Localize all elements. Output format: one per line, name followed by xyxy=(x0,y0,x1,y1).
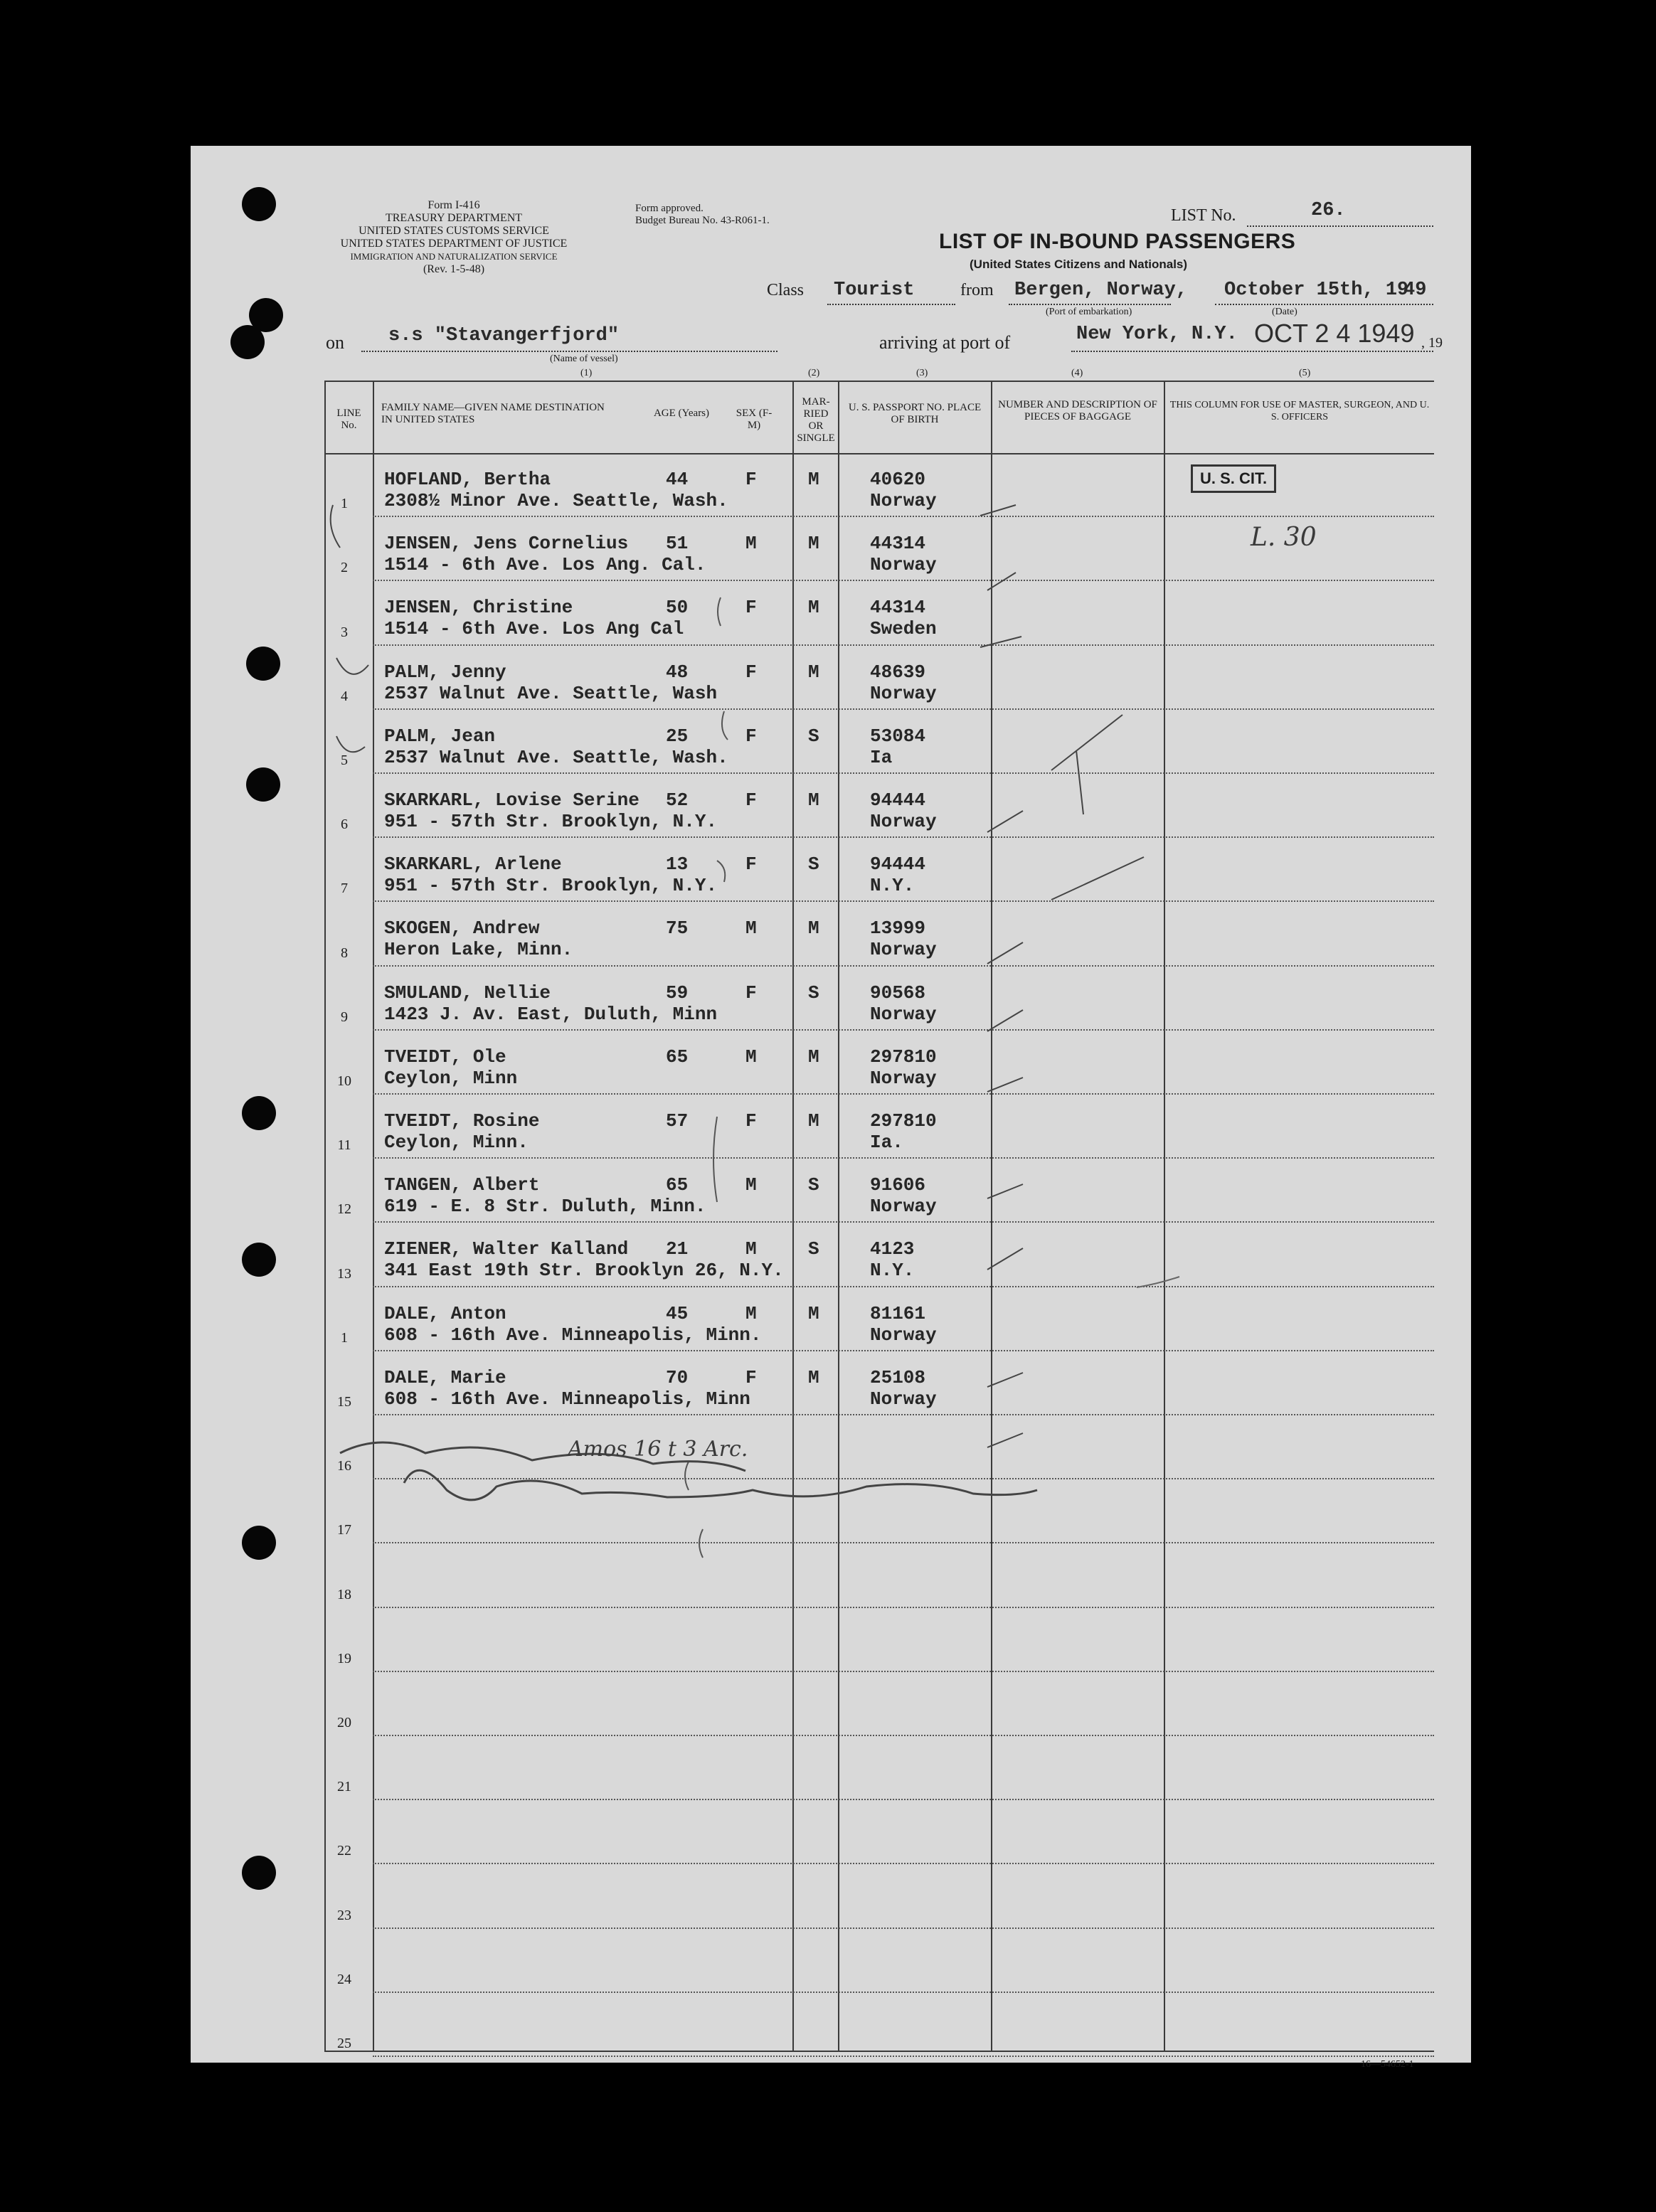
col-num-3: (3) xyxy=(916,368,928,378)
passport-number: 297810 xyxy=(870,1046,937,1068)
age: 21 xyxy=(666,1238,689,1260)
marital-status: M xyxy=(808,1110,819,1132)
age: 59 xyxy=(666,982,689,1004)
line-number: 3 xyxy=(341,624,348,640)
header-age: AGE (Years) xyxy=(653,408,710,419)
place-of-birth: Sweden xyxy=(870,618,937,640)
arriving-label: arriving at port of xyxy=(879,332,1011,353)
sex: M xyxy=(745,1238,757,1260)
us-citizen-stamp: U. S. CIT. xyxy=(1191,464,1276,493)
port-caption: (Port of embarkation) xyxy=(1046,307,1132,317)
revision: (Rev. 1-5-48) xyxy=(423,263,485,275)
sex: M xyxy=(745,918,757,940)
budget-bureau: Budget Bureau No. 43-R061-1. xyxy=(635,215,770,226)
sex: M xyxy=(745,1302,757,1324)
destination: 608 - 16th Ave. Minneapolis, Minn xyxy=(384,1388,750,1410)
ins-service: IMMIGRATION AND NATURALIZATION SERVICE xyxy=(350,251,558,262)
justice-dept: UNITED STATES DEPARTMENT OF JUSTICE xyxy=(340,238,568,250)
passenger-name: TVEIDT, Ole xyxy=(384,1046,506,1068)
passport-number: 25108 xyxy=(870,1366,926,1388)
age: 75 xyxy=(666,918,689,940)
sex: F xyxy=(745,789,757,811)
place-of-birth: Norway xyxy=(870,1324,937,1346)
place-of-birth: Norway xyxy=(870,682,937,704)
handwritten-marks xyxy=(191,146,1471,2063)
place-of-birth: Norway xyxy=(870,1388,937,1410)
passport-number: 91606 xyxy=(870,1174,926,1196)
line-number: 2 xyxy=(341,560,348,576)
marital-status: M xyxy=(808,597,819,619)
destination: 951 - 57th Str. Brooklyn, N.Y. xyxy=(384,811,718,832)
list-no-label: LIST No. xyxy=(1171,206,1236,225)
marital-status: M xyxy=(808,1366,819,1388)
destination: 1514 - 6th Ave. Los Ang. Cal. xyxy=(384,554,706,576)
passenger-name: DALE, Anton xyxy=(384,1302,506,1324)
approval-text: Form approved. xyxy=(635,203,704,214)
age: 48 xyxy=(666,661,689,683)
destination: 2308½ Minor Ave. Seattle, Wash. xyxy=(384,490,728,511)
departure-date: October 15th, 19 xyxy=(1224,280,1409,301)
age: 51 xyxy=(666,533,689,555)
sex: M xyxy=(745,533,757,555)
sex: M xyxy=(745,1174,757,1196)
passenger-name: JENSEN, Christine xyxy=(384,597,573,619)
marital-status: S xyxy=(808,982,819,1004)
marital-status: S xyxy=(808,854,819,876)
marital-status: M xyxy=(808,789,819,811)
marital-status: M xyxy=(808,533,819,555)
place-of-birth: Norway xyxy=(870,1003,937,1025)
passport-number: 53084 xyxy=(870,725,926,747)
sex: F xyxy=(745,1110,757,1132)
header-name: FAMILY NAME—GIVEN NAME DESTINATION IN UNITED STATES xyxy=(381,402,605,425)
age: 52 xyxy=(666,789,689,811)
line-number: 18 xyxy=(337,1586,351,1602)
passport-number: 48639 xyxy=(870,661,926,683)
passport-number: 90568 xyxy=(870,982,926,1004)
line-number: 12 xyxy=(337,1201,351,1218)
destination: 608 - 16th Ave. Minneapolis, Minn. xyxy=(384,1324,762,1346)
header-passport: U. S. PASSPORT NO. PLACE OF BIRTH xyxy=(848,402,982,425)
form-number: Form I-416 xyxy=(428,199,480,211)
place-of-birth: N.Y. xyxy=(870,1260,915,1282)
vessel-name: s.s "Stavangerfjord" xyxy=(388,325,620,346)
from-label: from xyxy=(960,281,994,299)
passenger-name: ZIENER, Walter Kalland xyxy=(384,1238,629,1260)
passport-number: 44314 xyxy=(870,533,926,555)
age: 45 xyxy=(666,1302,689,1324)
sex: F xyxy=(745,725,757,747)
sex: F xyxy=(745,661,757,683)
line-number: 1 xyxy=(341,1329,348,1346)
destination: 1514 - 6th Ave. Los Ang Cal xyxy=(384,618,684,640)
passport-number: 94444 xyxy=(870,789,926,811)
passport-number: 94444 xyxy=(870,854,926,876)
age: 13 xyxy=(666,854,689,876)
col-num-1: (1) xyxy=(580,368,593,378)
passport-number: 40620 xyxy=(870,469,926,490)
departure-year: 49 xyxy=(1403,280,1427,301)
place-of-birth: Norway xyxy=(870,1067,937,1089)
col-num-4: (4) xyxy=(1071,368,1083,378)
line-number: 21 xyxy=(337,1779,351,1795)
passenger-name: TANGEN, Albert xyxy=(384,1174,540,1196)
passport-number: 81161 xyxy=(870,1302,926,1324)
list-no-value: 26. xyxy=(1311,200,1346,221)
passenger-name: JENSEN, Jens Cornelius xyxy=(384,533,629,555)
arrival-date-stamp: OCT 2 4 1949 xyxy=(1254,319,1415,348)
marital-status: M xyxy=(808,918,819,940)
line-number: 23 xyxy=(337,1907,351,1923)
handwritten-note: Amos 16 t 3 Arc. xyxy=(568,1437,748,1462)
marital-status: M xyxy=(808,1302,819,1324)
marital-status: S xyxy=(808,725,819,747)
line-number: 24 xyxy=(337,1971,351,1987)
age: 65 xyxy=(666,1046,689,1068)
place-of-birth: Norway xyxy=(870,1196,937,1218)
arrival-suffix: , 19 xyxy=(1421,335,1443,351)
marital-status: S xyxy=(808,1174,819,1196)
col-num-2: (2) xyxy=(808,368,820,378)
class-label: Class xyxy=(767,281,805,299)
customs-service: UNITED STATES CUSTOMS SERVICE xyxy=(359,225,549,237)
header-officers: THIS COLUMN FOR USE OF MASTER, SURGEON, AND U. S. OFFICERS xyxy=(1169,400,1430,422)
class-value: Tourist xyxy=(834,280,915,301)
passport-number: 44314 xyxy=(870,597,926,619)
age: 65 xyxy=(666,1174,689,1196)
line-number: 4 xyxy=(341,688,348,704)
line-number: 17 xyxy=(337,1522,351,1538)
line-number: 20 xyxy=(337,1714,351,1730)
treasury-dept: TREASURY DEPARTMENT xyxy=(385,212,523,224)
destination: 951 - 57th Str. Brooklyn, N.Y. xyxy=(384,875,718,897)
passenger-name: PALM, Jean xyxy=(384,725,496,747)
line-number: 16 xyxy=(337,1458,351,1474)
destination: 619 - E. 8 Str. Duluth, Minn. xyxy=(384,1196,706,1218)
form-subtitle: (United States Citizens and Nationals) xyxy=(970,257,1188,271)
line-number: 19 xyxy=(337,1650,351,1666)
date-caption: (Date) xyxy=(1272,307,1297,317)
sex: F xyxy=(745,1366,757,1388)
place-of-birth: Ia xyxy=(870,746,893,768)
passenger-name: TVEIDT, Rosine xyxy=(384,1110,540,1132)
line-number: 22 xyxy=(337,1843,351,1859)
sex: F xyxy=(745,597,757,619)
sex: F xyxy=(745,982,757,1004)
officer-note: L. 30 xyxy=(1251,523,1317,552)
destination: 341 East 19th Str. Brooklyn 26, N.Y. xyxy=(384,1260,784,1282)
age: 50 xyxy=(666,597,689,619)
passenger-name: SKARKARL, Lovise Serine xyxy=(384,789,639,811)
col-num-5: (5) xyxy=(1299,368,1311,378)
line-number: 6 xyxy=(341,817,348,833)
passenger-name: HOFLAND, Bertha xyxy=(384,469,551,490)
destination: Heron Lake, Minn. xyxy=(384,939,573,961)
age: 44 xyxy=(666,469,689,490)
age: 70 xyxy=(666,1366,689,1388)
passenger-name: SMULAND, Nellie xyxy=(384,982,551,1004)
marital-status: S xyxy=(808,1238,819,1260)
destination: Ceylon, Minn. xyxy=(384,1132,529,1153)
passport-number: 4123 xyxy=(870,1238,915,1260)
line-number: 15 xyxy=(337,1393,351,1410)
marital-status: M xyxy=(808,1046,819,1068)
header-baggage: NUMBER AND DESCRIPTION OF PIECES OF BAGGAGE xyxy=(998,399,1157,422)
sex: F xyxy=(745,854,757,876)
destination: 1423 J. Av. East, Duluth, Minn xyxy=(384,1003,718,1025)
destination: 2537 Walnut Ave. Seattle, Wash xyxy=(384,682,718,704)
destination: 2537 Walnut Ave. Seattle, Wash. xyxy=(384,746,728,768)
vessel-caption: (Name of vessel) xyxy=(550,353,618,364)
place-of-birth: N.Y. xyxy=(870,875,915,897)
place-of-birth: Norway xyxy=(870,811,937,832)
age: 57 xyxy=(666,1110,689,1132)
header-married: MAR- RIED OR SINGLE xyxy=(797,396,835,444)
passenger-name: SKOGEN, Andrew xyxy=(384,918,540,940)
destination: Ceylon, Minn xyxy=(384,1067,518,1089)
line-number: 13 xyxy=(337,1265,351,1282)
marital-status: M xyxy=(808,661,819,683)
line-number: 8 xyxy=(341,945,348,961)
passport-number: 13999 xyxy=(870,918,926,940)
form-title: LIST OF IN-BOUND PASSENGERS xyxy=(939,230,1296,253)
line-number: 7 xyxy=(341,881,348,897)
sex: F xyxy=(745,469,757,490)
line-number: 10 xyxy=(337,1073,351,1089)
age: 25 xyxy=(666,725,689,747)
line-number: 25 xyxy=(337,2035,351,2051)
line-number: 9 xyxy=(341,1009,348,1025)
header-sex: SEX (F-M) xyxy=(736,408,773,431)
passenger-name: PALM, Jenny xyxy=(384,661,506,683)
passport-number: 297810 xyxy=(870,1110,937,1132)
passenger-name: DALE, Marie xyxy=(384,1366,506,1388)
arrival-port: New York, N.Y. xyxy=(1076,324,1238,345)
form-code: 16—54652-1 xyxy=(1361,2059,1414,2070)
line-number: 11 xyxy=(337,1137,351,1154)
place-of-birth: Norway xyxy=(870,554,937,576)
place-of-birth: Norway xyxy=(870,490,937,511)
sex: M xyxy=(745,1046,757,1068)
line-number: 5 xyxy=(341,752,348,768)
place-of-birth: Norway xyxy=(870,939,937,961)
manifest-page xyxy=(191,146,1471,2070)
on-label: on xyxy=(326,332,344,353)
line-number: 1 xyxy=(341,496,348,512)
marital-status: M xyxy=(808,469,819,490)
passenger-name: SKARKARL, Arlene xyxy=(384,854,562,876)
header-line-no: LINE No. xyxy=(336,408,361,431)
port-of-embarkation: Bergen, Norway, xyxy=(1014,280,1188,301)
place-of-birth: Ia. xyxy=(870,1132,903,1153)
